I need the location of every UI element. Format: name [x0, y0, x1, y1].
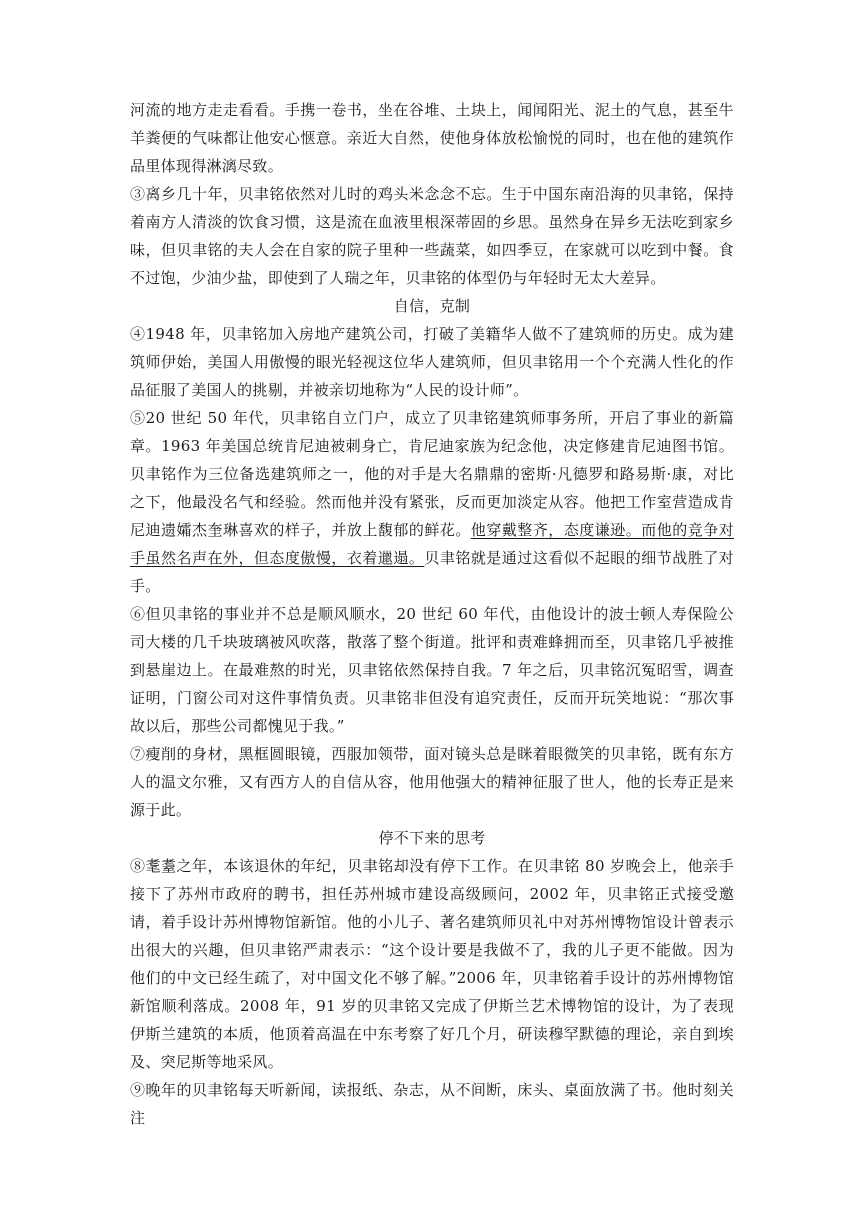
paragraph-4: ④1948 年，贝聿铭加入房地产建筑公司，打破了美籍华人做不了建筑师的历史。成为建筑师伊始，美国人用傲慢的眼光轻视这位华人建筑师，但贝聿铭用一个个充满人性化的作品征服了美国人的挑剔，并被亲切地称为“人民的设计师”。 [130, 325, 734, 399]
paragraph-5-underlined-sentence: 他穿戴整齐，态度谦逊。而他的竞争对手虽然名声在外，但态度傲慢，衣着邋遢。 [130, 521, 734, 567]
document-body [130, 96, 734, 1132]
paragraph-8: ⑧耄耋之年，本该退休的年纪，贝聿铭却没有停下工作。在贝聿铭 80 岁晚会上，他亲手接下了苏州市政府的聘书，担任苏州城市建设高级顾问，2002 年，贝聿铭正式接受邀请，着手设计苏州博物馆新馆。他的小儿子、著名建筑师贝礼中对苏州博物馆设计曾表示出很大的兴趣，但贝聿铭严肃表示：“这个设计要是我做不了，我的儿子更不能做。因为他们的中文已经生疏了，对中国文化不够了解。”2006 年，贝聿铭着手设计的苏州博物馆新馆顺利落成。2008 年，91 岁的贝聿铭又完成了伊斯兰艺术博物馆的设计，为了表现伊斯兰建筑的本质，他顶着高温在中东考察了好几个月，研读穆罕默德的理论，亲自到埃及、突尼斯等地采风。 [130, 857, 734, 1071]
paragraph-5 [130, 404, 734, 600]
paragraph-9: ⑨晚年的贝聿铭每天听新闻，读报纸、杂志，从不间断，床头、桌面放满了书。他时刻关注 [130, 1081, 734, 1127]
paragraph-7: ⑦瘦削的身材，黑框圆眼镜，西服加领带，面对镜头总是眯着眼微笑的贝聿铭，既有东方人的温文尔雅，又有西方人的自信从容，他用他强大的精神征服了世人，他的长寿正是来源于此。 [130, 745, 734, 819]
paragraph-5-text-before: ⑤20 世纪 50 年代，贝聿铭自立门户，成立了贝聿铭建筑师事务所，开启了事业的新篇章。1963 年美国总统肯尼迪被刺身亡，肯尼迪家族为纪念他，决定修建肯尼迪图书馆。贝聿铭作为三位备选建筑师之一，他的对手是大名鼎鼎的密斯·凡德罗和路易斯·康，对比之下，他最没名气和经验。然而他并没有紧张，反而更加淡定从容。他把工作室营造成肯尼迪遗孀杰奎琳喜欢的样子，并放上馥郁的鲜花。 [130, 409, 734, 539]
paragraph-5-text-after: 贝聿铭就是通过这看似不起眼的细节战胜了对手。 [130, 549, 734, 595]
section-heading-confidence: 自信，克制 [393, 297, 471, 315]
section-heading-thinking: 停不下来的思考 [378, 829, 486, 847]
paragraph-6: ⑥但贝聿铭的事业并不总是顺风顺水，20 世纪 60 年代，由他设计的波士顿人寿保险公司大楼的几千块玻璃被风吹落，散落了整个街道。批评和责难蜂拥而至，贝聿铭几乎被推到悬崖边上。在最难熬的时光，贝聿铭依然保持自我。7 年之后，贝聿铭沉冤昭雪，调查证明，门窗公司对这件事情负责。贝聿铭非但没有追究责任，反而开玩笑地说：“那次事故以后，那些公司都愧见于我。” [130, 605, 734, 735]
paragraph-intro: 河流的地方走走看看。手携一卷书，坐在谷堆、土块上，闻闻阳光、泥土的气息，甚至牛羊粪便的气味都让他安心惬意。亲近大自然，使他身体放松愉悦的同时，也在他的建筑作品里体现得淋漓尽致。 [130, 101, 734, 175]
paragraph-3: ③离乡几十年，贝聿铭依然对儿时的鸡头米念念不忘。生于中国东南沿海的贝聿铭，保持着南方人清淡的饮食习惯，这是流在血液里根深蒂固的乡思。虽然身在异乡无法吃到家乡味，但贝聿铭的夫人会在自家的院子里种一些蔬菜，如四季豆，在家就可以吃到中餐。食不过饱，少油少盐，即使到了人瑞之年，贝聿铭的体型仍与年轻时无太大差异。 [130, 185, 734, 287]
